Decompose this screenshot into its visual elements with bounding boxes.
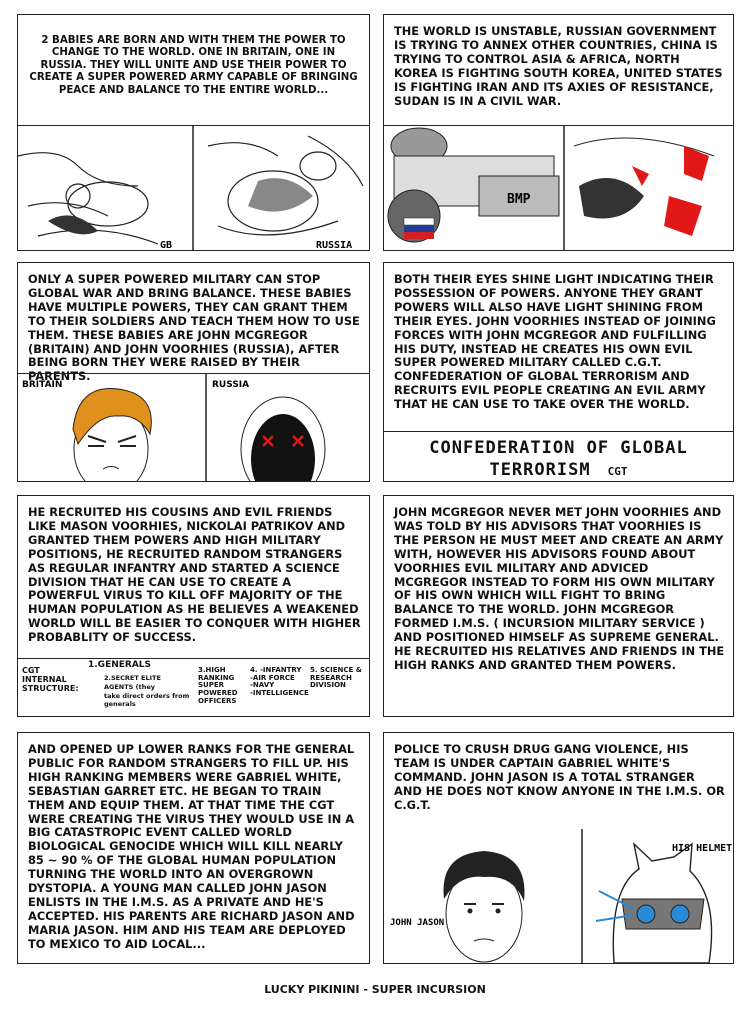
panel-3-illustration <box>18 373 369 481</box>
label-gb: GB <box>160 240 173 251</box>
panel-1 <box>17 14 370 251</box>
panel-1-text: 2 BABIES ARE BORN AND WITH THEM THE POWER TO CHANGE TO THE WORLD. ONE IN BRITAIN, ONE IN RUSSIA. THEY WILL UNITE AND USE THEIR POWER TO CREATE A SUPER POWERED ARMY CAPABLE OF BRINGING PEACE AND BALANCE TO THE ENTIRE WORLD... <box>29 35 358 96</box>
john-jason-illustration <box>384 829 732 963</box>
portraits-illustration <box>18 374 368 482</box>
label-bmp: BMP <box>507 192 531 207</box>
panel-2-illustration <box>384 125 733 250</box>
label-russia-p1: RUSSIA <box>316 240 353 251</box>
label-john-jason: JOHN JASON <box>390 918 445 928</box>
cgt-logo-abbr: CGT <box>607 465 628 478</box>
panel-3 <box>17 262 370 482</box>
label-russia-p3: RUSSIA <box>212 380 250 390</box>
panel-6-text: JOHN MCGREGOR NEVER MET JOHN VOORHIES AND WAS TOLD BY HIS ADVISORS THAT VOORHIES IS THE PERSON HE MUST MEET AND CREATE AN ARMY WITH, HOWEVER HIS ADVISORS FOUND ABOUT VOORHIES EVIL MILITARY AND ADVICED MCGREGOR INSTEAD TO FORM HIS OWN MILITARY OF HIS OWN WHICH WILL FIGHT TO BRING BALANCE TO THE WORLD. JOHN MCGREGOR FORMED I.M.S. ( INCURSION MILITARY SERVICE ) AND POSITIONED HIMSELF AS SUPREME GENERAL. HE RECRUITED HIS RELATIVES AND FRIENDS IN THE HIGH RANKS AND GRANTED THEM POWERS. <box>394 505 725 672</box>
structure-science: 5. SCIENCE & RESEARCH DIVISION <box>310 666 362 690</box>
panel-5 <box>17 495 370 717</box>
panel-4-text: BOTH THEIR EYES SHINE LIGHT INDICATING THEIR POSSESSION OF POWERS. ANYONE THEY GRANT POWERS WILL ALSO HAVE LIGHT SHINING FROM THEIR EYES. JOHN VOORHIES INSTEAD OF JOINING FORCES WITH JOHN MCGREGOR AND FULFILLING HIS DUTY, INSTEAD HE CREATES HIS OWN EVIL SUPER POWERED MILITARY CALLED C.G.T. CONFEDERATION OF GLOBAL TERRORISM AND RECRUITS EVIL PEOPLE CREATING AN EVIL ARMY THAT HE CAN USE TO TAKE OVER THE WORLD. <box>394 272 716 412</box>
structure-forces: 4. -INFANTRY -AIR FORCE -NAVY -INTELLIGENCE <box>250 666 309 698</box>
panel-3-text: ONLY A SUPER POWERED MILITARY CAN STOP GLOBAL WAR AND BRING BALANCE. THESE BABIES HAVE MULTIPLE POWERS, THEY CAN GRANT THEM TO THEIR SOLDIERS AND TEACH THEM HOW TO USE THEM. THESE BABIES ARE JOHN MCGREGOR (BRITAIN) AND JOHN VOORHIES (RUSSIA), AFTER BEING BORN THEY WERE RAISED BY THEIR PARENTS. <box>28 272 360 384</box>
panel-8-text: POLICE TO CRUSH DRUG GANG VIOLENCE, HIS TEAM IS UNDER CAPTAIN GABRIEL WHITE'S COMMAND. JOHN JASON IS A TOTAL STRANGER AND HE DOES NOT KNOW ANYONE IN THE I.M.S. OR C.G.T. <box>394 742 725 812</box>
footer-credit: LUCKY PIKININI - SUPER INCURSION <box>264 983 486 996</box>
structure-elite-note: take direct orders from generals <box>104 691 190 709</box>
cgt-structure <box>18 658 369 716</box>
panel-5-text: HE RECRUITED HIS COUSINS AND EVIL FRIENDS LIKE MASON VOORHIES, NICKOLAI PATRIKOV AND GRANTED THEM POWERS AND HIGH MILITARY POSITIONS, HE RECRUITED RANDOM STRANGERS AS REGULAR INFANTRY AND STARTED A SCIENCE DIVISION THAT HE CAN USE TO CREATE A POWERFUL VIRUS TO KILL OFF MAJORITY OF THE HUMAN POPULATION AS HE BELIEVES A WEAKENED WORLD WILL BE EASIER TO CONQUER WITH HIGHER PROBABLITY OF SUCCESS. <box>28 505 361 645</box>
structure-elite-agents: 2.SECRET ELITE AGENTS (they take direct orders from generals <box>104 674 190 709</box>
structure-officers: 3.HIGH RANKING SUPER POWERED OFFICERS <box>198 666 238 705</box>
panel-8-illustration <box>384 829 733 963</box>
babies-illustration <box>18 126 368 251</box>
war-illustration <box>384 126 732 251</box>
panel-7 <box>17 732 370 964</box>
panel-6 <box>383 495 734 717</box>
panel-2-text: THE WORLD IS UNSTABLE, RUSSIAN GOVERNMENT IS TRYING TO ANNEX OTHER COUNTRIES, CHINA IS TRYING TO CONTROL ASIA & AFRICA, NORTH KOREA IS FIGHTING SOUTH KOREA, UNITED STATES IS FIGHTING IRAN AND ITS AXIES OF RESISTANCE, SUDAN IS IN A CIVIL WAR. <box>394 24 723 108</box>
panel-4 <box>383 262 734 482</box>
panel-2 <box>383 14 734 251</box>
label-his-helmet: HIS HELMET <box>672 843 732 854</box>
panel-1-illustration <box>18 125 369 250</box>
panel-7-text: AND OPENED UP LOWER RANKS FOR THE GENERAL PUBLIC FOR RANDOM STRANGERS TO FILL UP. HIS HIGH RANKING MEMBERS WERE GABRIEL WHITE, SEBASTIAN GARRET ETC. HE BEGAN TO TRAIN THEM AND EQUIP THEM. AT THAT TIME THE CGT WERE CREATING THE VIRUS THEY WOULD USE IN A BIG CATASTROPIC EVENT CALLED WORLD BIOLOGICAL GENOCIDE WHICH WILL KILL NEARLY 85 ~ 90 % OF THE GLOBAL HUMAN POPULATION TURNING THE WORLD INTO AN OVERGROWN DYSTOPIA. A YOUNG MAN CALLED JOHN JASON ENLISTS IN THE I.M.S. AS A PRIVATE AND HE'S ACCEPTED. HIS PARENTS ARE RICHARD JASON AND MARIA JASON. HIM AND HIS TEAM ARE DEPLOYED TO MEXICO TO AID LOCAL... <box>28 742 355 951</box>
cgt-logo-line-1: CONFEDERATION OF GLOBAL <box>429 438 688 458</box>
structure-generals: 1.GENERALS <box>88 660 152 670</box>
structure-title: CGT INTERNAL STRUCTURE: <box>22 666 79 693</box>
cgt-logo-line-2: TERRORISM <box>489 460 591 480</box>
label-britain: BRITAIN <box>22 380 63 390</box>
panel-8 <box>383 732 734 964</box>
cgt-logo-area <box>384 431 733 481</box>
